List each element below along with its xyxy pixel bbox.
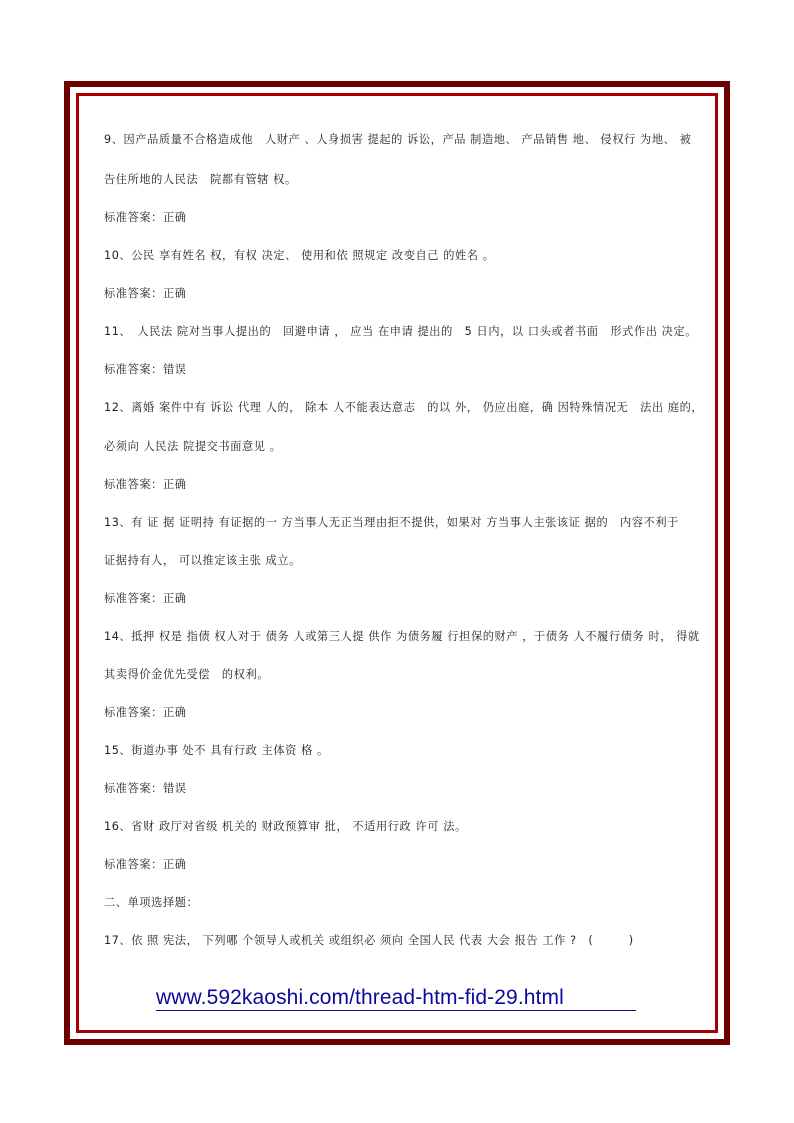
answer-16: 标准答案：正确 bbox=[104, 858, 187, 871]
question-16: 16、省财 政厅对省级 机关的 财政预算审 批， 不适用行政 许可 法。 bbox=[104, 820, 467, 833]
question-14-line-1: 14、抵押 权是 指债 权人对于 债务 人或第三人提 供作 为债务履 行担保的财产 ，于债务 人不履行债务 时， 得就 bbox=[104, 630, 700, 643]
answer-10: 标准答案：正确 bbox=[104, 287, 187, 300]
answer-12: 标准答案：正确 bbox=[104, 478, 187, 491]
question-10: 10、公民 享有姓名 权，有权 决定、 使用和依 照规定 改变自己 的姓名 。 bbox=[104, 249, 495, 262]
question-9-line-2: 告住所地的人民法 院都有管辖 权。 bbox=[104, 173, 297, 186]
answer-13: 标准答案：正确 bbox=[104, 592, 187, 605]
question-14-line-2: 其卖得价金优先受偿 的权利。 bbox=[104, 668, 270, 681]
question-15: 15、街道办事 处不 具有行政 主体资 格 。 bbox=[104, 744, 329, 757]
question-11: 11、 人民法 院对当事人提出的 回避申请 ， 应当 在申请 提出的 5 日内，以 口头或者书面 形式作出 决定。 bbox=[104, 325, 698, 338]
answer-9: 标准答案：正确 bbox=[104, 211, 187, 224]
question-12-line-2: 必须向 人民法 院提交书面意见 。 bbox=[104, 440, 282, 453]
question-12-line-1: 12、离婚 案件中有 诉讼 代理 人的， 除本 人不能表达意志 的以 外， 仍应出庭，确 因特殊情况无 法出 庭的， bbox=[104, 401, 704, 414]
website-link[interactable]: www.592kaoshi.com/thread-htm-fid-29.html bbox=[156, 986, 564, 1009]
answer-11: 标准答案：错误 bbox=[104, 363, 187, 376]
section-heading: 二、单项选择题： bbox=[104, 896, 199, 909]
answer-15: 标准答案：错误 bbox=[104, 782, 187, 795]
question-13-line-1: 13、有 证 据 证明持 有证据的一 方当事人无正当理由拒不提供，如果对 方当事人主张该证 据的 内容不利于 bbox=[104, 516, 679, 529]
question-17: 17、依 照 宪法， 下列哪 个领导人或机关 或组织必 须向 全国人民 代表 大会 报告 工作 ? ( ) bbox=[104, 934, 634, 947]
answer-14: 标准答案：正确 bbox=[104, 706, 187, 719]
question-13-line-2: 证据持有人， 可以推定该主张 成立。 bbox=[104, 554, 301, 567]
question-9-line-1: 9、因产品质量不合格造成他 人财产 、人身损害 提起的 诉讼，产品 制造地、 产品销售 地、 侵权行 为地、 被 bbox=[104, 133, 692, 146]
link-underline bbox=[156, 1010, 636, 1011]
